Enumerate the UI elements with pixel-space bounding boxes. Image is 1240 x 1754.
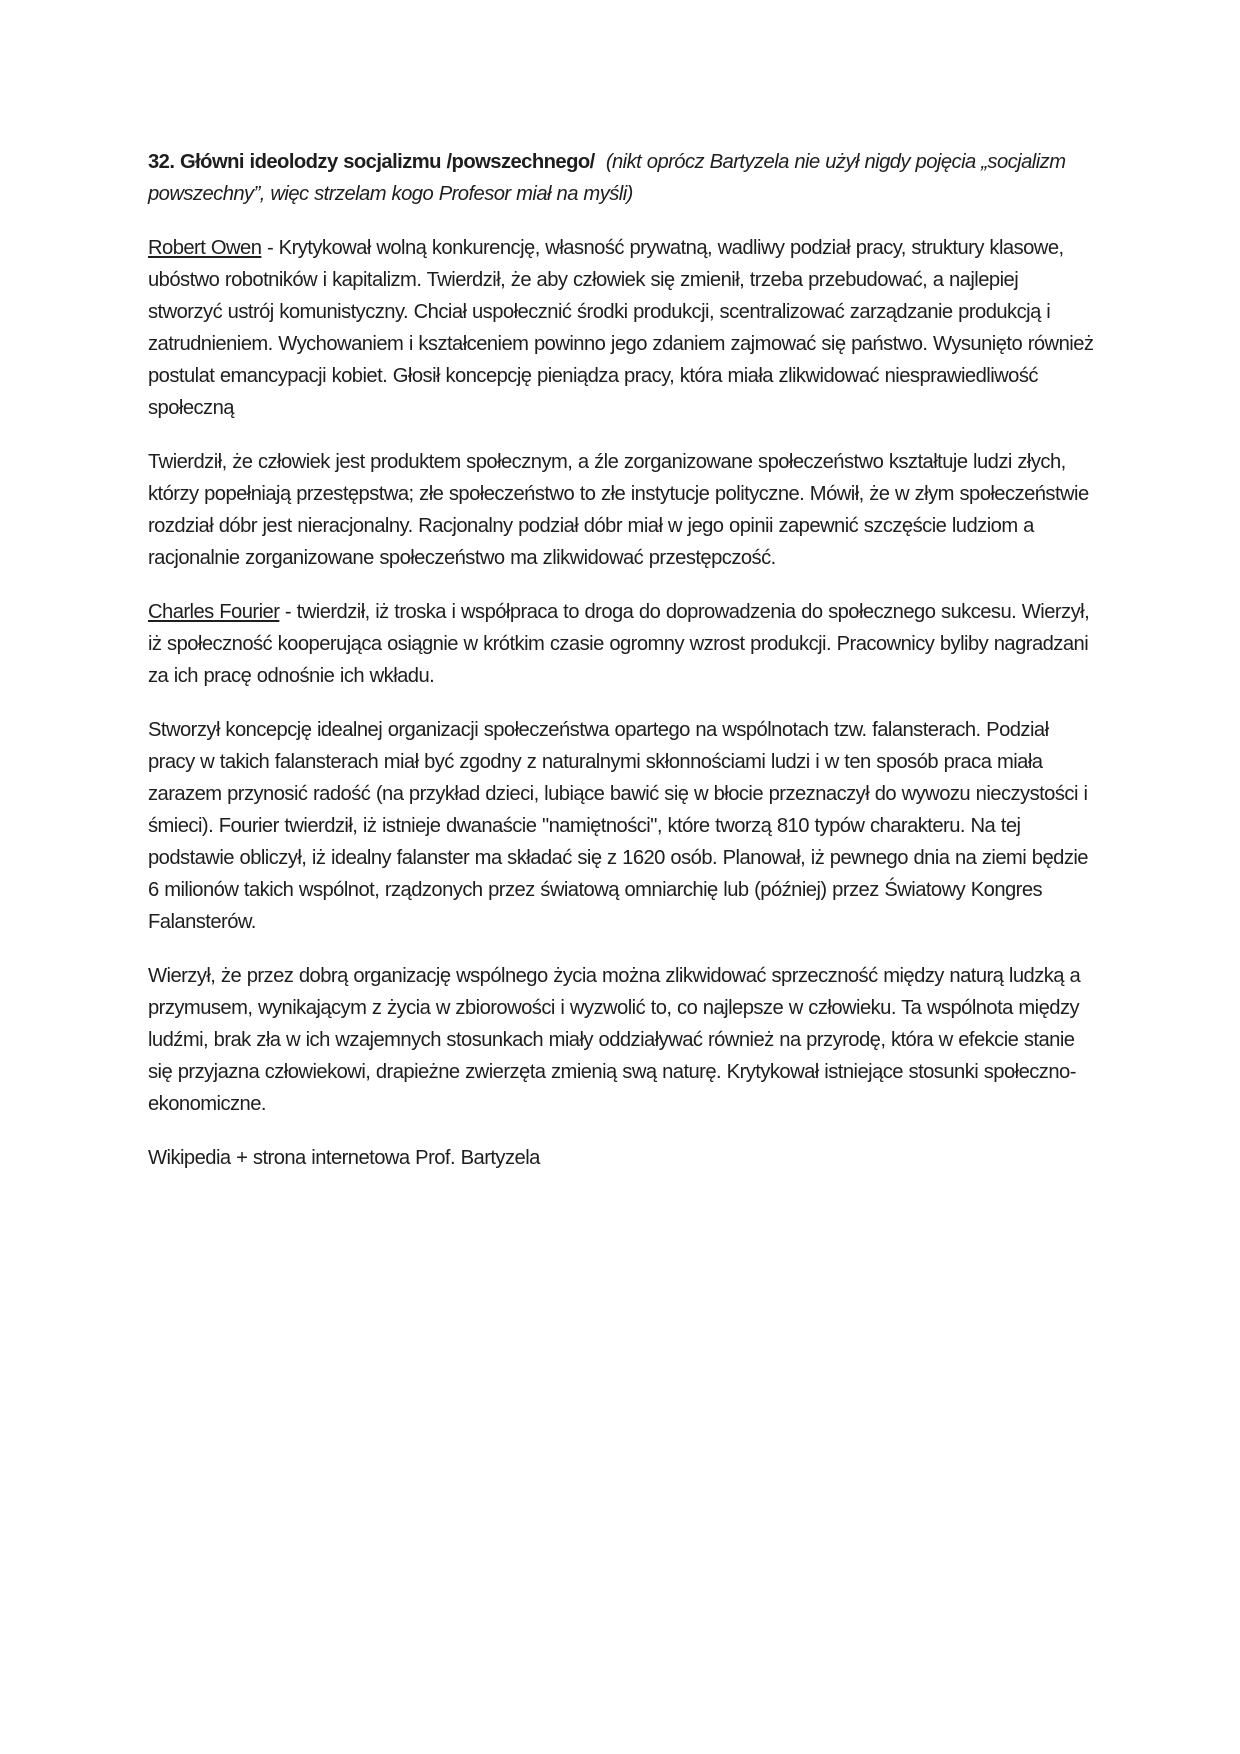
heading-note: (nikt oprócz Bartyzela nie użył nigdy pojęcia „socjalizm powszechny”, więc strzelam kogo Profesor miał na myśli) — [148, 151, 1066, 205]
source-note: Wikipedia + strona internetowa Prof. Bartyzela — [148, 1147, 540, 1169]
owen-name: Robert Owen — [148, 237, 262, 259]
owen-text-1: - Krytykował wolną konkurencję, własność prywatną, wadliwy podział pracy, struktury klasowe, ubóstwo robotników i kapitalizm. Twierdził, że aby człowiek się zmienił, trzeba przebudować, a najlepiej stworzyć ustrój komunistyczny. Chciał uspołecznić środki produkcji, scentralizować zarządzanie produkcją i zatrudnieniem. Wychowaniem i kształceniem powinno jego zdaniem zajmować się państwo. Wysunięto również postulat emancypacji kobiet. Głosił koncepcję pieniądza pracy, która miała zlikwidować niesprawiedliwość społeczną — [148, 237, 1094, 419]
section-heading — [148, 146, 1094, 210]
fourier-paragraph-3: Wierzył, że przez dobrą organizację wspólnego życia można zlikwidować sprzeczność między naturą ludzką a przymusem, wynikającym z życia w zbiorowości i wyzwolić to, co najlepsze w człowieku. Ta wspólnota między ludźmi, brak zła w ich wzajemnych stosunkach miały oddziaływać również na przyrodę, która w efekcie stanie się przyjazna człowiekowi, drapieżne zwierzęta zmienią swą naturę. Krytykował istniejące stosunki społeczno-ekonomiczne. — [148, 965, 1081, 1115]
owen-paragraph-2: Twierdził, że człowiek jest produktem społecznym, a źle zorganizowane społeczeństwo kształtuje ludzi złych, którzy popełniają przestępstwa; złe społeczeństwo to złe instytucje polityczne. Mówił, że w złym społeczeństwie rozdział dóbr jest nieracjonalny. Racjonalny podział dóbr miał w jego opinii zapewnić szczęście ludziom a racjonalnie zorganizowane społeczeństwo ma zlikwidować przestępczość. — [148, 451, 1089, 569]
fourier-paragraph-2: Stworzył koncepcję idealnej organizacji społeczeństwa opartego na wspólnotach tzw. falansterach. Podział pracy w takich falansterach miał być zgodny z naturalnymi skłonnościami ludzi i w ten sposób praca miała zarazem przynosić radość (na przykład dzieci, lubiące bawić się w błocie przeznaczył do wywozu nieczystości i śmieci). Fourier twierdził, iż istnieje dwanaście "namiętności", które tworzą 810 typów charakteru. Na tej podstawie obliczył, iż idealny falanster ma składać się z 1620 osób. Planował, iż pewnego dnia na ziemi będzie 6 milionów takich wspólnot, rządzonych przez światową omniarchię lub (później) przez Światowy Kongres Falansterów. — [148, 719, 1088, 933]
fourier-paragraph-1 — [148, 596, 1094, 692]
fourier-name: Charles Fourier — [148, 601, 280, 623]
owen-paragraph-1 — [148, 232, 1094, 424]
heading-title: 32. Główni ideolodzy socjalizmu /powszechnego/ — [148, 151, 595, 173]
document-page — [148, 146, 1094, 1196]
fourier-text-1: - twierdził, iż troska i współpraca to droga do doprowadzenia do społecznego sukcesu. Wierzył, iż społeczność kooperująca osiągnie w krótkim czasie ogromny wzrost produkcji. Pracownicy byliby nagradzani za ich pracę odnośnie ich wkładu. — [148, 601, 1090, 687]
